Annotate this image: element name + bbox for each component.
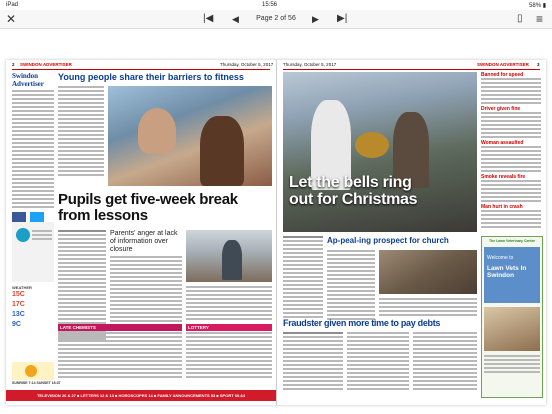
weather-heading: WEATHER bbox=[12, 285, 32, 290]
advert-title: The Lawn Veterinary Centre bbox=[488, 239, 536, 243]
late-chemists-heading: LATE CHEMISTS bbox=[58, 324, 182, 331]
left-page-paper: SWINDON ADVERTISER bbox=[20, 62, 72, 67]
sunrise-text: SUNRISE 7:14 SUNSET 18:37 bbox=[12, 381, 61, 385]
masthead-column bbox=[12, 72, 54, 231]
right-page-date: Thursday, October 5, 2017 bbox=[283, 62, 337, 67]
newspaper-spread[interactable] bbox=[6, 60, 546, 405]
single-page-view-icon[interactable]: ▯ bbox=[517, 13, 523, 24]
right-page-paper: SWINDON ADVERTISER bbox=[477, 62, 529, 67]
device-label: iPad bbox=[6, 2, 19, 8]
right-page[interactable] bbox=[277, 60, 546, 405]
top-headline: Young people share their barriers to fitness bbox=[58, 72, 244, 82]
brief-heading-5: Man hurt in crash bbox=[481, 204, 523, 210]
sun-icon bbox=[25, 365, 37, 377]
masthead: Swindon Advertiser bbox=[12, 72, 44, 88]
photo-headline bbox=[289, 174, 475, 208]
menu-icon[interactable]: ≡ bbox=[536, 12, 544, 26]
photo-person-1 bbox=[138, 108, 176, 154]
main-story-col-3 bbox=[186, 286, 272, 322]
fraud-headline: Fraudster given more time to pay debts bbox=[283, 318, 441, 328]
last-page-icon[interactable]: ▶| bbox=[337, 13, 348, 24]
battery-indicator: 58% ▮ bbox=[529, 3, 546, 9]
first-page-icon[interactable]: |◀ bbox=[203, 13, 214, 24]
church-strap: Ap-peal-ing prospect for church bbox=[327, 236, 449, 245]
main-story-col-2 bbox=[110, 256, 182, 324]
fraud-col-3 bbox=[413, 332, 477, 392]
brief-heading-1: Banned for speed bbox=[481, 72, 524, 78]
advert-name: Lawn Vets In Swindon bbox=[487, 265, 527, 279]
dog-photo bbox=[484, 307, 540, 351]
sun-graphic bbox=[12, 362, 54, 380]
page-counter: Page 2 of 56 bbox=[256, 15, 296, 22]
church-story-col-2 bbox=[327, 250, 375, 322]
fraud-col-1 bbox=[283, 332, 343, 392]
radio-logo-icon bbox=[16, 228, 30, 242]
church-story-col-1 bbox=[283, 236, 323, 320]
photo-person-2 bbox=[200, 116, 244, 186]
status-bar bbox=[0, 0, 552, 10]
left-page[interactable] bbox=[6, 60, 277, 405]
temp-1: 15C bbox=[12, 291, 25, 298]
photo-headline-line-1: Let the bells ring bbox=[289, 174, 412, 191]
vet-advert[interactable] bbox=[481, 236, 543, 398]
bells-photo bbox=[283, 72, 477, 232]
brief-heading-3: Woman assaulted bbox=[481, 140, 524, 146]
church-photo bbox=[379, 250, 477, 294]
temp-3: 13C bbox=[12, 311, 25, 318]
bbc-promo bbox=[12, 222, 54, 282]
fitness-photo bbox=[108, 86, 272, 186]
top-story-text bbox=[58, 86, 104, 178]
bell-icon bbox=[355, 132, 389, 158]
clock: 15:56 bbox=[262, 2, 278, 8]
header-rule bbox=[283, 69, 540, 70]
reader-toolbar bbox=[0, 10, 552, 29]
lottery-results bbox=[186, 332, 272, 380]
photo-person-3 bbox=[222, 240, 242, 280]
photo-headline-line-2: out for Christmas bbox=[289, 191, 418, 208]
page-footer-bar: TELEVISION 26 & 27 ■ LETTERS 12 & 13 ■ HOROSCOPES 14 ■ FAMILY ANNOUNCEMENTS 53 ■ SPORT 60-64 bbox=[6, 390, 276, 401]
weather-panel bbox=[12, 285, 54, 330]
advert-welcome: Welcome to bbox=[487, 255, 514, 261]
previous-page-icon[interactable]: ◀ bbox=[232, 14, 239, 24]
header-rule bbox=[12, 69, 270, 70]
next-page-icon[interactable]: ▶ bbox=[312, 14, 319, 24]
brief-heading-2: Driver given fine bbox=[481, 106, 521, 112]
close-icon[interactable]: ✕ bbox=[6, 12, 17, 26]
lottery-heading: LOTTERY bbox=[186, 324, 272, 331]
left-page-date: Thursday, October 5, 2017 bbox=[220, 62, 274, 67]
temp-4: 9C bbox=[12, 321, 21, 328]
left-page-number: 2 bbox=[12, 62, 15, 67]
brief-heading-4: Smoke reveals fire bbox=[481, 174, 526, 180]
temp-2: 17C bbox=[12, 301, 25, 308]
fraud-col-2 bbox=[347, 332, 409, 392]
briefs-column bbox=[481, 72, 541, 230]
sub-headline: Parents' anger at lack of information over closure bbox=[110, 230, 178, 253]
church-story-col-3 bbox=[379, 298, 477, 318]
late-chemists-list bbox=[58, 332, 182, 380]
school-photo bbox=[186, 230, 272, 282]
advert-panel bbox=[484, 247, 540, 303]
right-page-number: 3 bbox=[537, 62, 540, 67]
main-headline: Pupils get five-week break from lessons bbox=[58, 191, 238, 224]
